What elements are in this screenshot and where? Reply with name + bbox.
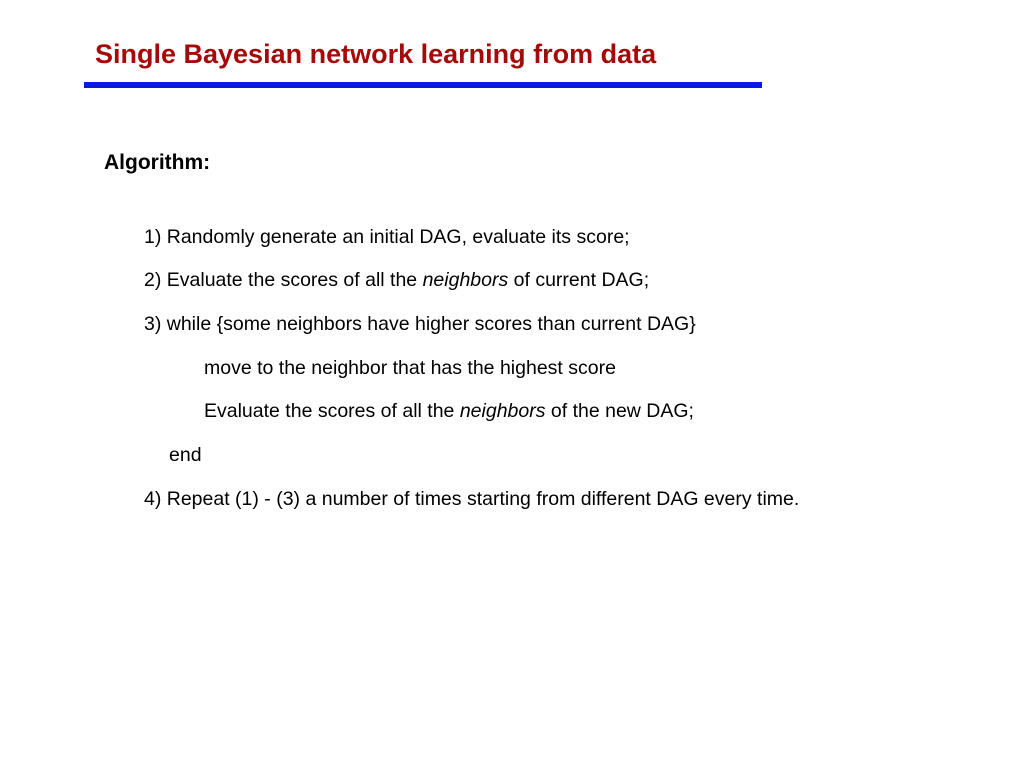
step-2-text-end: of current DAG;	[508, 269, 650, 291]
step-3-loop-line-2	[204, 400, 694, 423]
step-3-loop-line-1: move to the neighbor that has the highest score	[204, 357, 616, 379]
loop-line-2-emphasis: neighbors	[459, 400, 546, 422]
step-3-end: end	[169, 444, 202, 466]
slide-title: Single Bayesian network learning from data	[95, 39, 657, 69]
step-2	[144, 269, 649, 292]
algorithm-heading: Algorithm:	[104, 151, 211, 174]
step-4: 4) Repeat (1) - (3) a number of times starting from different DAG every time.	[144, 488, 800, 510]
step-1: 1) Randomly generate an initial DAG, evaluate its score;	[144, 226, 630, 248]
loop-line-2-text-start: Evaluate the scores of all the	[204, 400, 460, 422]
title-underline-rule	[84, 82, 762, 88]
step-2-emphasis: neighbors	[422, 269, 509, 291]
step-3-while: 3) while {some neighbors have higher scores than current DAG}	[144, 313, 696, 335]
step-2-text-start: 2) Evaluate the scores of all the	[144, 269, 423, 291]
loop-line-2-text-end: of the new DAG;	[545, 400, 694, 422]
